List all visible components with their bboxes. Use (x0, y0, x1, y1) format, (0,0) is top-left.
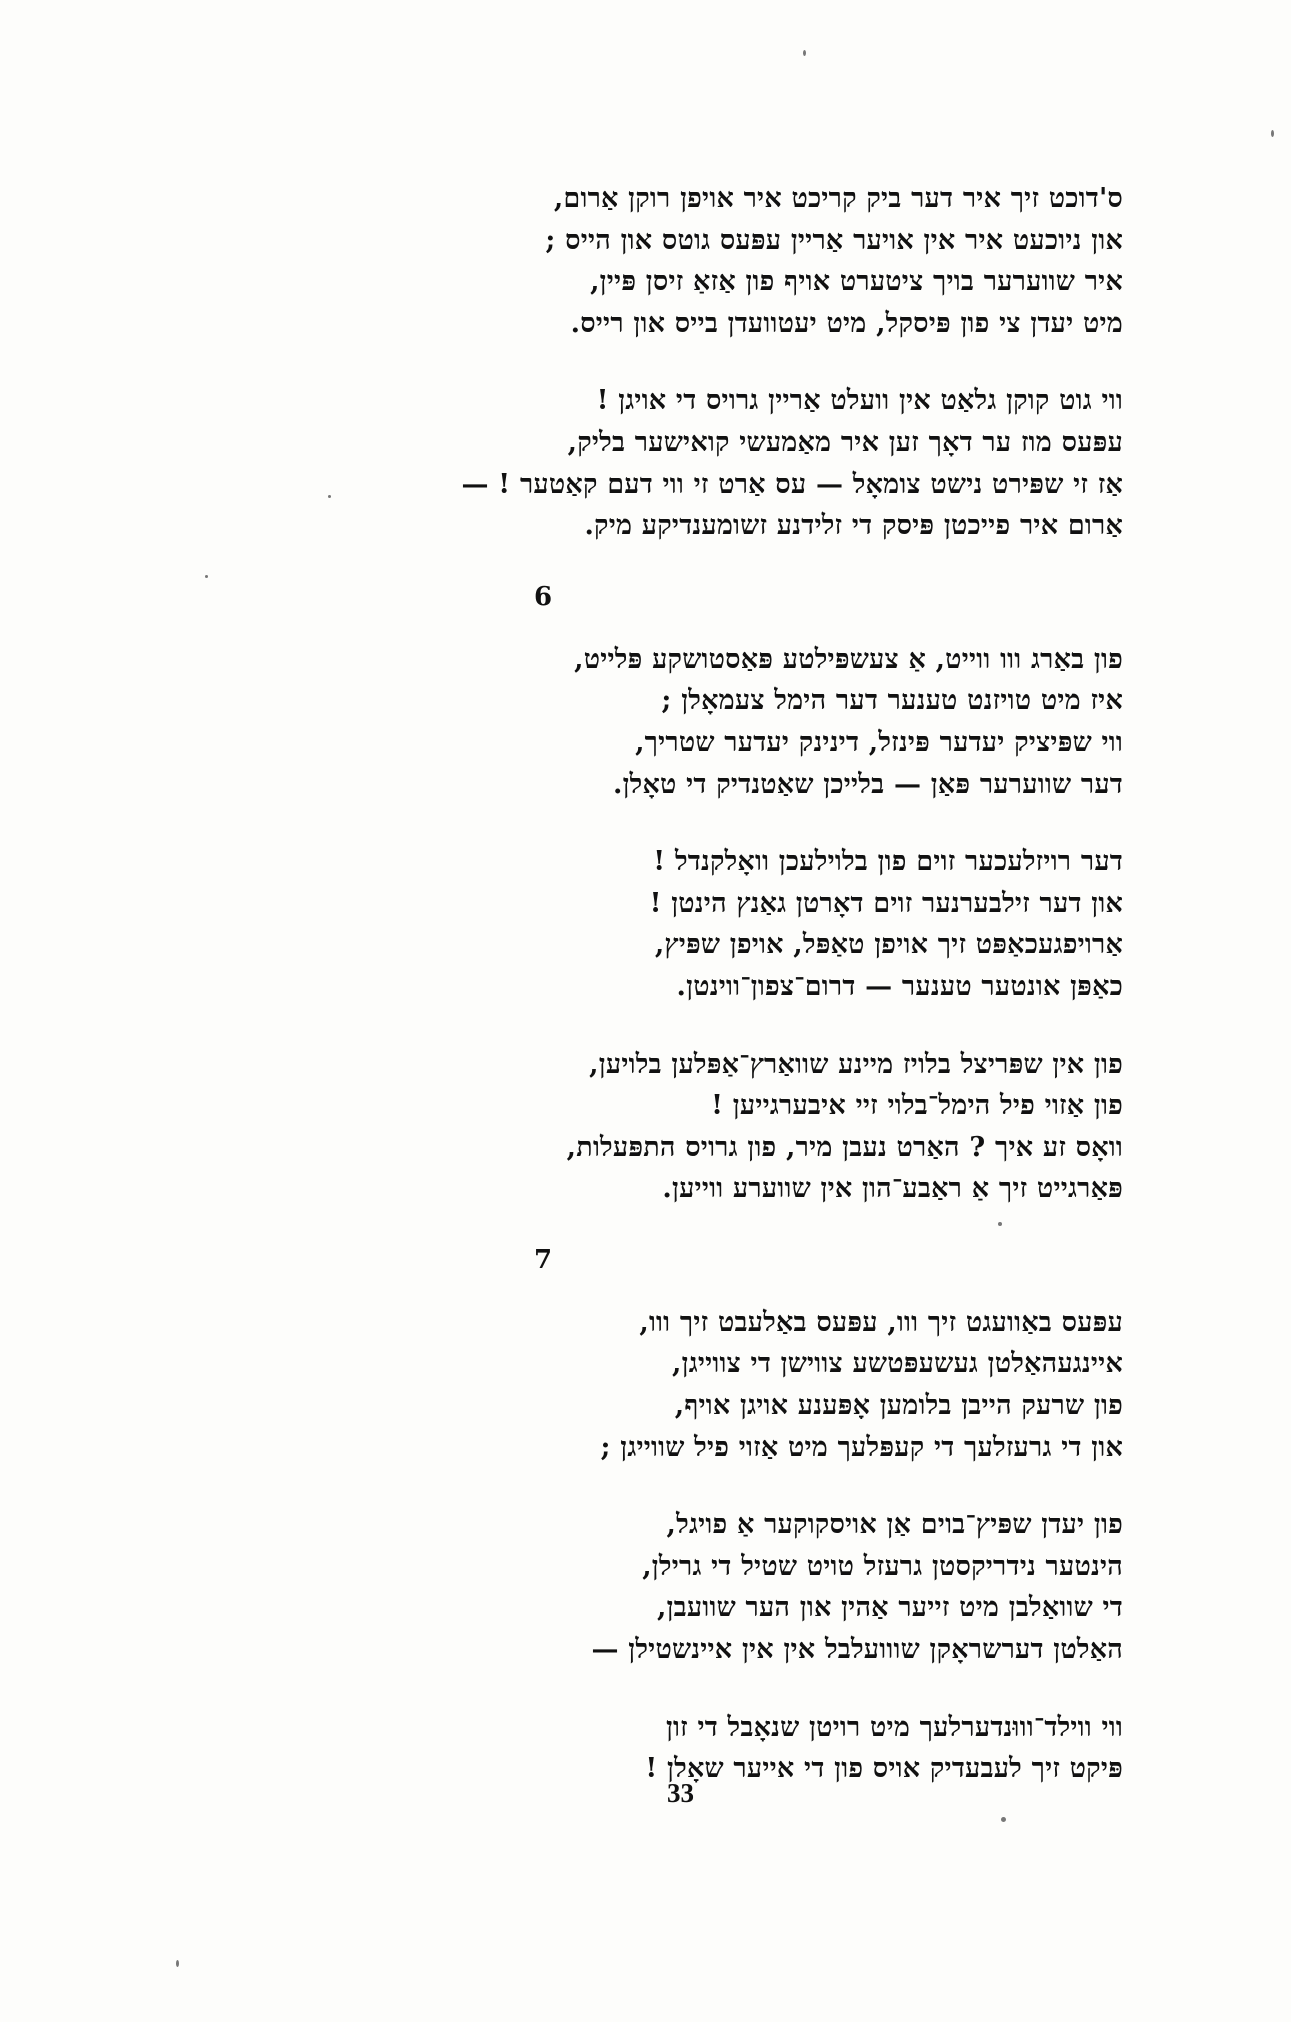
scan-speck (1001, 1817, 1006, 1822)
poem-line: און ניוכעט איר אין אויער אַריין עפּעס גוטס און הייס ; (545, 224, 1123, 256)
poem-line: פון אין שפּריצל בלויז מיינע שוואַרץ־אַפּלען בלויען, (589, 1048, 1123, 1080)
poem-line: כאַפּן אונטער טענער — דרום־צפון־ווינטן. (676, 970, 1123, 1002)
poem-line: האַלטן דערשראָקן שווועלבל אין אין איינשטילן — (591, 1634, 1123, 1666)
page-number: 33 (667, 1778, 694, 1808)
poem-line: ס'דוכט זיך איר דער ביק קריכט איר אויפן רוקן אַרום, (553, 183, 1123, 214)
poem-line: ווי גוט קוקן גלאַט אין וועלט אַריין גרויס די אויגן ! (596, 385, 1123, 417)
poem-line: פּיקט זיך לעבעדיק אויס פון די אייער שאָלן ! (645, 1753, 1123, 1785)
poem-line: אַז זי שפּירט נישט צומאָל — עס אַרט זי ווי דעם קאַטער ! — (461, 468, 1123, 500)
poem-line: איז מיט טויזנט טענער דער הימל צעמאָלן ; (661, 685, 1123, 717)
stanza-6 (223, 1302, 1123, 1468)
scan-speck (176, 1960, 179, 1967)
poem-line: און דער זילבערנער זוים דאָרטן גאַנץ הינטן ! (649, 887, 1123, 919)
poem-line: און די גרעזלעך די קעפּלעך מיט אַזוי פיל שווייגן ; (600, 1431, 1123, 1463)
scan-speck (328, 495, 331, 498)
poem-line: ווי שפּיציק יעדער פּינזל, דינינק יעדער שטריך, (635, 726, 1123, 758)
scan-speck (1271, 130, 1274, 137)
poem-line: עפּעס באַוועגט זיך ווו, עפּעס באַלעבט זיך ווו, (639, 1306, 1123, 1338)
poem-line: פּאַרגייט זיך אַ ראַבע־הון אין שווערע ווייען. (662, 1173, 1123, 1205)
poem-line: ווי ווילד־וווּנדערלעך מיט רויטן שנאָבל די זון (665, 1711, 1123, 1743)
section-number-6: 6 (533, 581, 553, 612)
poem-body (223, 178, 1123, 1826)
poem-line: פון יעדן שפּיץ־בוים אַן אויסקוקער אַ פויגל, (666, 1509, 1123, 1541)
stanza-2 (223, 380, 1123, 546)
poem-line: פון שרעק הייבן בלומען אָפּענע אויגן אויף, (674, 1390, 1123, 1422)
poem-line: איר שווערער בויך ציטערט אויף פון אַזאַ זיסן פּיין, (590, 266, 1123, 298)
poem-line: אַרום איר פייכטן פּיסק די זלידנע זשומענדיקע מיק. (584, 510, 1123, 542)
scan-speck (998, 1222, 1002, 1226)
poem-line: דער שווערער פּאַן — בלייכן שאַטנדיק די טאָלן. (612, 768, 1123, 800)
stanza-3 (223, 639, 1123, 805)
poem-line: פון באַרג ווו ווייט, אַ צעשפּילטע פּאַסטושקע פּלייט, (574, 643, 1123, 675)
poem-line: דער רויזלעכער זוים פון בלוילעכן וואָלקנדל ! (653, 846, 1123, 878)
scan-speck (205, 575, 208, 578)
poem-line: מיט יעדן צי פון פּיסקל, מיט יעטוועדן בייס און רייס. (570, 307, 1123, 339)
stanza-4 (223, 841, 1123, 1007)
poem-line: וואָס זע איך ? האַרט נעבן מיר, פון גרויס התפּעלות, (566, 1131, 1123, 1163)
stanza-7 (223, 1504, 1123, 1670)
section-number-7: 7 (533, 1244, 553, 1275)
poem-line: הינטער נידריקסטן גרעזל טויט שטיל די גרילן, (642, 1550, 1123, 1582)
poem-line: פון אַזוי פיל הימל־בלוי זיי איבערגייען ! (711, 1090, 1123, 1122)
poem-line: אַרויפגעכאַפּט זיך אויפן טאַפּל, אויפן שפּיץ, (654, 929, 1123, 961)
scan-speck (803, 50, 806, 56)
poem-line: די שוואַלבן מיט זייער אַהין און הער שוועבן, (656, 1592, 1123, 1624)
poem-line: עפּעס מוז ער דאָך זען איר מאַמעשי קואישער בליק, (567, 426, 1123, 458)
stanza-5 (223, 1044, 1123, 1210)
poem-line: איינגעהאַלטן געשעפּטשע צווישן די צווייגן, (672, 1348, 1123, 1380)
stanza-1 (223, 178, 1123, 344)
